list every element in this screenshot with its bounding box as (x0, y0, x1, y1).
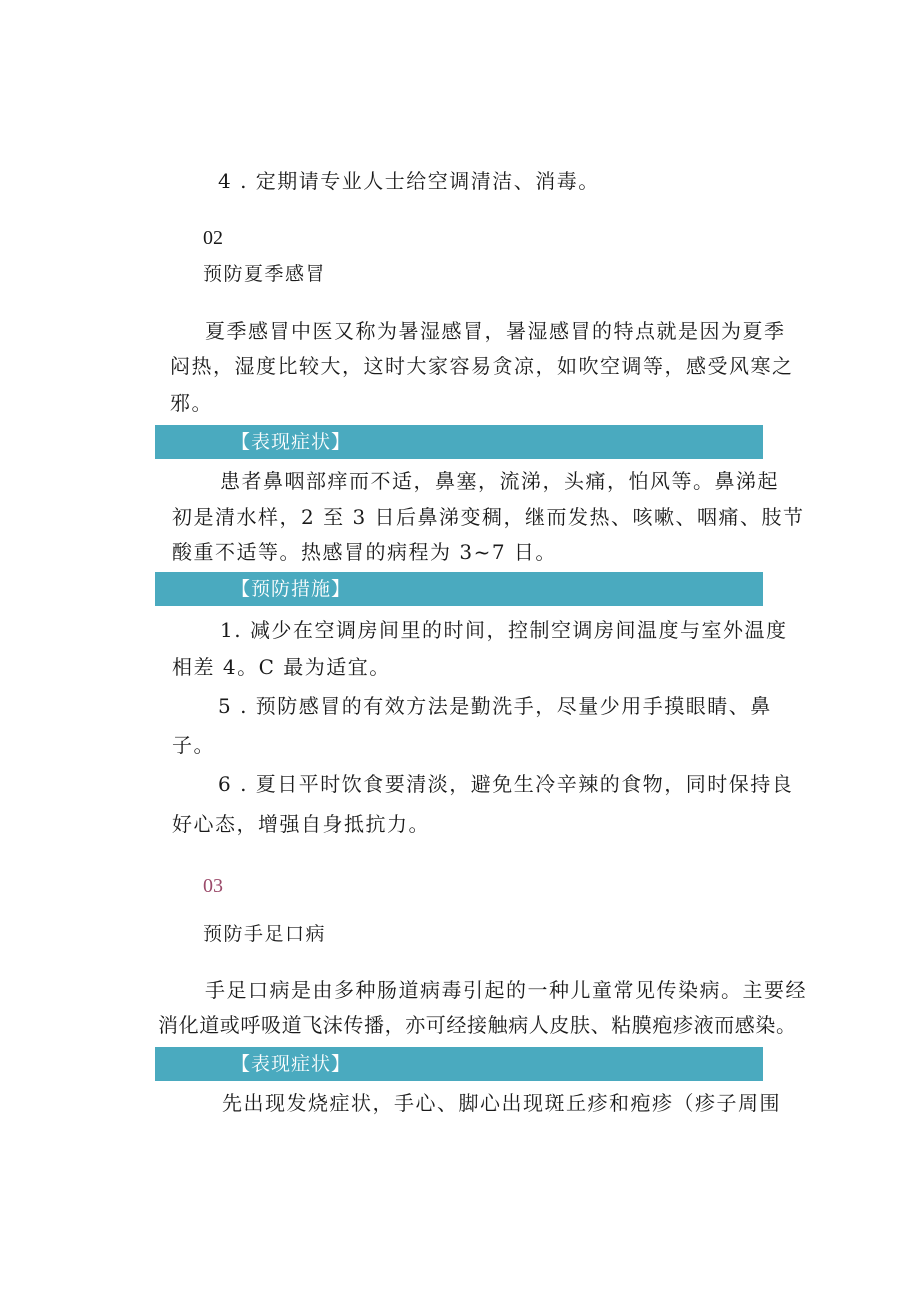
prevention-line-4: 子。 (172, 733, 215, 757)
prevention-line-5: 6 . 夏日平时饮食要清淡，避免生冷辛辣的食物，同时保持良 (218, 772, 794, 796)
section-number-03: 03 (203, 875, 223, 897)
intro-line-1: 夏季感冒中医又称为暑湿感冒，暑湿感冒的特点就是因为夏季 (205, 319, 786, 343)
prevention-line-3: 5 . 预防感冒的有效方法是勤洗手，尽量少用手摸眼睛、鼻 (218, 694, 772, 718)
symptoms-line-1: 患者鼻咽部痒而不适，鼻塞，流涕，头痛，怕风等。鼻涕起 (220, 469, 779, 493)
hfmd-symptoms-line-1: 先出现发烧症状，手心、脚心出现斑丘疹和疱疹（疹子周围 (222, 1091, 781, 1115)
prevention-line-1: 1. 减少在空调房间里的时间，控制空调房间温度与室外温度 (220, 618, 788, 642)
symptoms-line-2: 初是清水样，2 至 3 日后鼻涕变稠，继而发热、咳嗽、咽痛、肢节 (172, 505, 805, 529)
symptoms-banner: 【表现症状】 (155, 425, 763, 459)
symptoms-line-3: 酸重不适等。热感冒的病程为 3~7 日。 (172, 540, 557, 564)
section-number-02: 02 (203, 227, 223, 249)
prevention-line-2: 相差 4。C 最为适宜。 (172, 655, 391, 679)
prevention-line-6: 好心态，增强自身抵抗力。 (172, 812, 430, 836)
hfmd-symptoms-banner: 【表现症状】 (155, 1047, 763, 1081)
intro-line-2: 闷热，湿度比较大，这时大家容易贪凉，如吹空调等，感受风寒之 (170, 354, 794, 378)
section-title-summer-cold: 预防夏季感冒 (203, 263, 327, 285)
hfmd-intro-line-1: 手足口病是由多种肠道病毒引起的一种儿童常见传染病。主要经 (205, 978, 807, 1002)
prevention-banner: 【预防措施】 (155, 572, 763, 606)
list-item-4: 4 . 定期请专业人士给空调清洁、消毒。 (218, 169, 600, 193)
intro-line-3: 邪。 (170, 391, 213, 415)
hfmd-intro-line-2: 消化道或呼吸道飞沫传播，亦可经接触病人皮肤、粘膜疱疹液而感染。 (158, 1013, 797, 1037)
section-title-hfmd: 预防手足口病 (203, 923, 327, 945)
